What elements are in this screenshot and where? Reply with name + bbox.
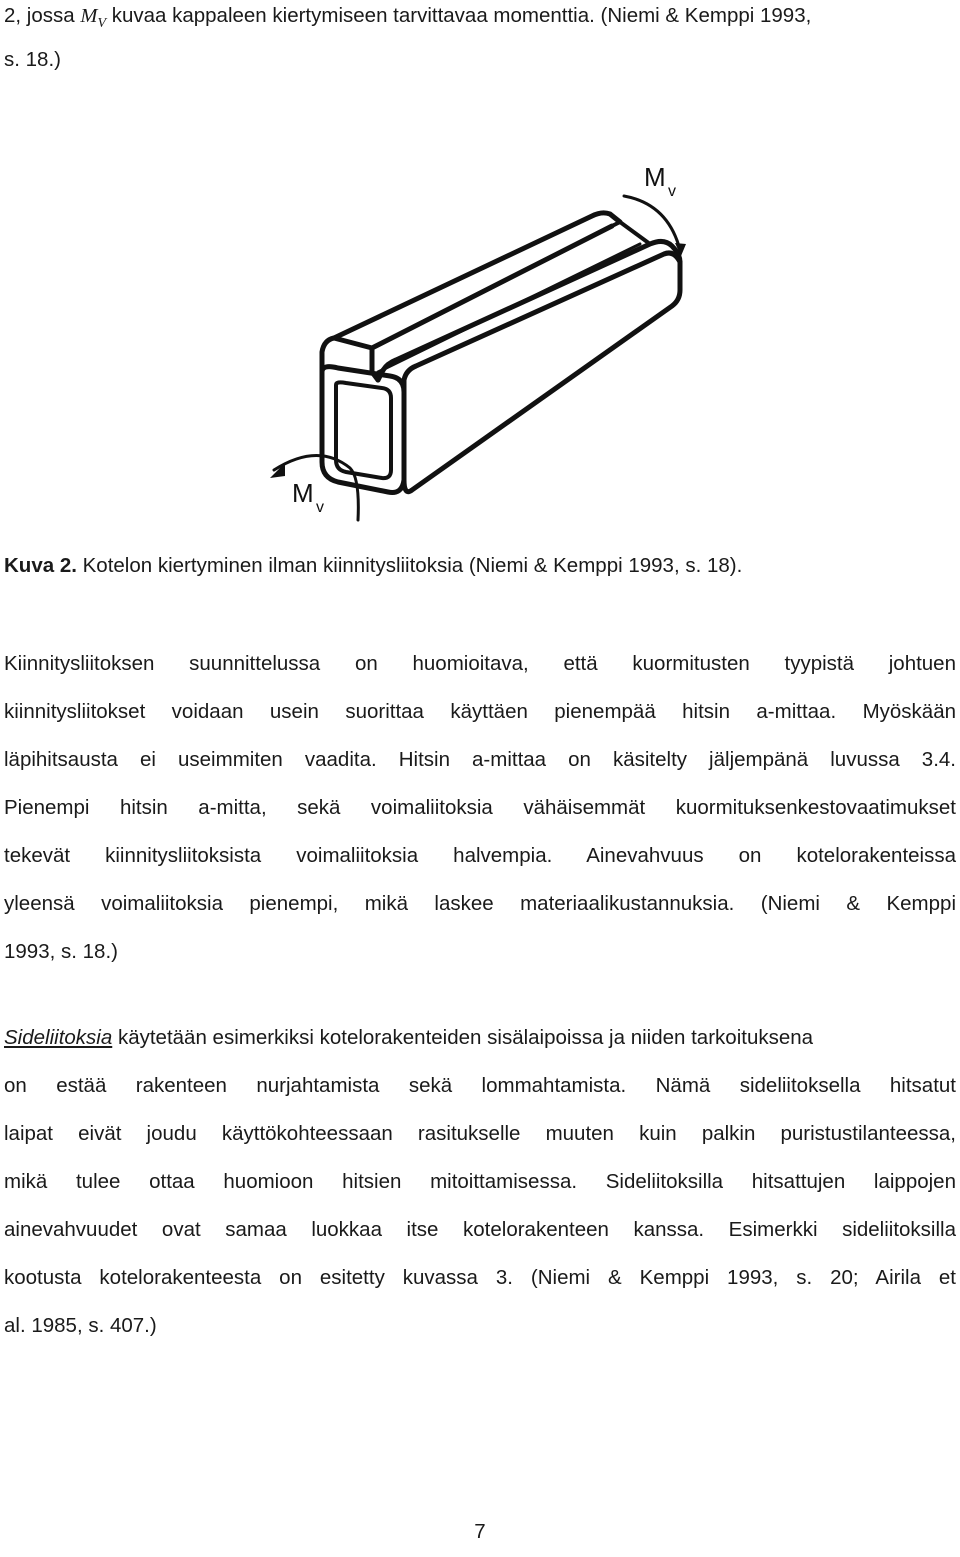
intro-line-1 <box>4 2 811 38</box>
paragraph2-line-3: laipat eivät joudu käyttökohteessaan rasitukselle muuten kuin palkin puristustilanteessa, <box>4 1122 956 1145</box>
moment-label-top-text: M <box>644 162 666 192</box>
moment-label-bottom-text: M <box>292 478 314 508</box>
paragraph1-line-4: Pienempi hitsin a-mitta, sekä voimaliitoksia vähäisemmät kuormituksenkestovaatimukset <box>4 796 956 819</box>
box-top-left-flange-edge <box>334 226 612 348</box>
box-right-wall <box>404 262 680 492</box>
paragraph2-term: Sideliitoksia <box>4 1026 113 1049</box>
moment-arrowhead-bottom <box>270 463 285 478</box>
box-section-figure <box>0 100 960 540</box>
box-top-right-flange <box>378 241 680 380</box>
box-slit-line <box>378 244 640 372</box>
paragraph2-line-1-rest: käytetään esimerkiksi kotelorakenteiden sisälaipoissa ja niiden tarkoituksena <box>112 1026 814 1049</box>
paragraph2-line-5: ainevahvuudet ovat samaa luokkaa itse kotelorakenteen kanssa. Esimerkki sideliitoksilla <box>4 1218 956 1241</box>
moment-label-bottom-sub: v <box>316 499 324 516</box>
paragraph1-line-7: 1993, s. 18.) <box>4 940 118 963</box>
figure-caption-label: Kuva 2. <box>4 554 77 577</box>
moment-symbol-sub: V <box>97 16 106 32</box>
paragraph1-line-3: läpihitsausta ei useimmiten vaadita. Hitsin a-mittaa on käsitelty jäljempänä luvussa 3.4. <box>4 748 956 771</box>
moment-label-top-sub: v <box>668 183 676 200</box>
figure-caption <box>4 552 742 580</box>
moment-symbol-main: M <box>80 5 98 27</box>
paragraph1-line-6: yleensä voimaliitoksia pienempi, mikä laskee materiaalikustannuksia. (Niemi & Kemppi <box>4 892 956 915</box>
paragraph2-line-6: kootusta kotelorakenteesta on esitetty kuvassa 3. (Niemi & Kemppi 1993, s. 20; Airila et <box>4 1266 956 1289</box>
intro-line-2: s. 18.) <box>4 48 61 71</box>
intro-line-1-post: kuvaa kappaleen kiertymiseen tarvittavaa momenttia. (Niemi & Kemppi 1993, <box>106 4 812 27</box>
paragraph2-line-2: on estää rakenteen nurjahtamista sekä lommahtamista. Nämä sideliitoksella hitsatut <box>4 1074 956 1097</box>
page-number: 7 <box>474 1520 486 1543</box>
paragraph1-line-2: kiinnitysliitokset voidaan usein suorittaa käyttäen pienempää hitsin a-mittaa. Myöskään <box>4 700 956 723</box>
figure-caption-text: Kotelon kiertyminen ilman kiinnitysliitoksia (Niemi & Kemppi 1993, s. 18). <box>76 554 743 577</box>
paragraph2-line-4: mikä tulee ottaa huomioon hitsien mitoittamisessa. Sideliitoksilla hitsattujen laippojen <box>4 1170 956 1193</box>
box-top-right-flange-edge <box>404 253 680 392</box>
paragraph1-line-5: tekevät kiinnitysliitoksista voimaliitoksia halvempia. Ainevahvuus on kotelorakenteissa <box>4 844 956 867</box>
paragraph2-line-1 <box>4 1024 956 1052</box>
moment-symbol <box>80 5 106 32</box>
paragraph2-line-7: al. 1985, s. 407.) <box>4 1314 157 1337</box>
paragraph1-line-1: Kiinnitysliitoksen suunnittelussa on huomioitava, että kuormitusten tyypistä johtuen <box>4 652 956 675</box>
box-slit <box>612 222 650 244</box>
intro-line-1-pre: 2, jossa <box>4 4 81 27</box>
box-top-slit-left <box>372 348 378 380</box>
